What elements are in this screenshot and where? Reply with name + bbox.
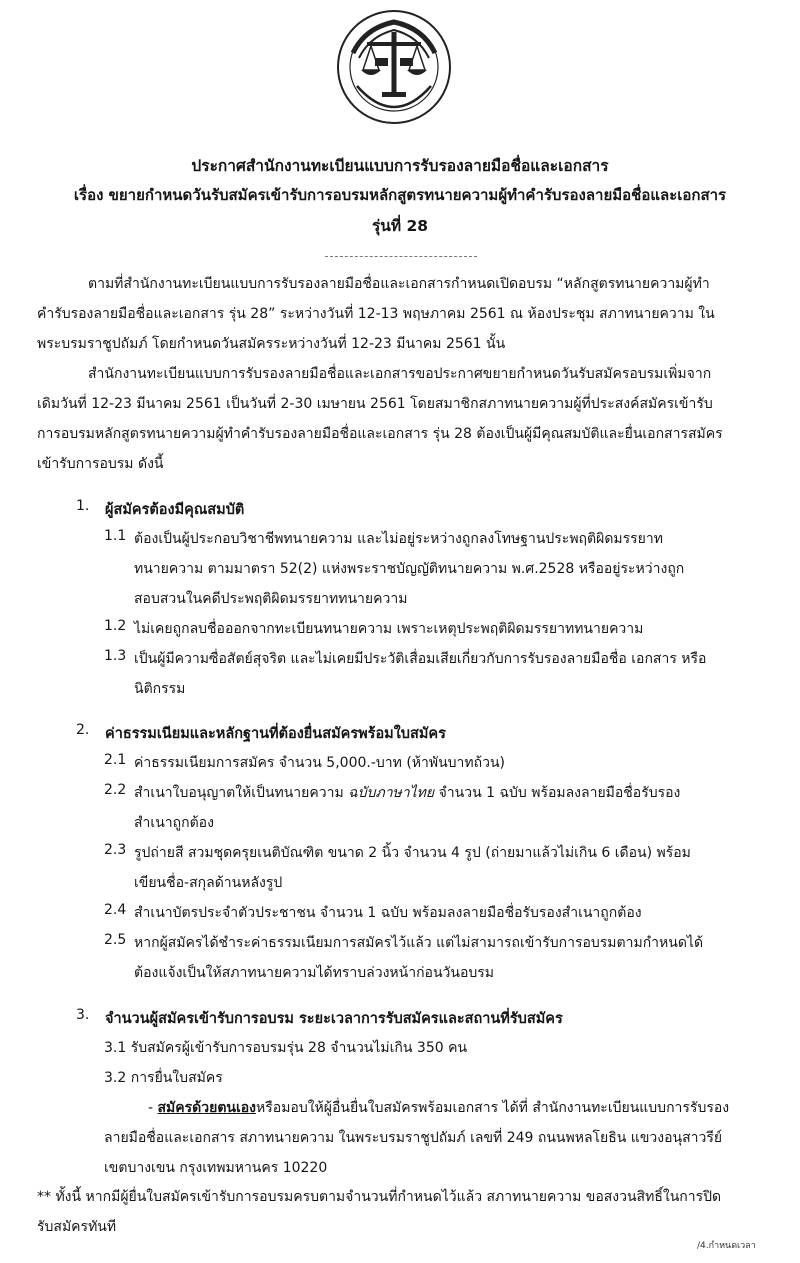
section1-number: 1.	[76, 498, 90, 514]
item-3-2-line1	[148, 1097, 729, 1119]
item-2-3-number: 2.3	[104, 842, 127, 858]
intro-p2-line1: สำนักงานทะเบียนแบบการรับรองลายมือชื่อและเอกสารขอประกาศขยายกำหนดวันรับสมัครอบรมเพิ่มจาก	[88, 366, 712, 382]
item-1-1-line2: ทนายความ ตามมาตรา 52(2) แห่งพระราชบัญญัติทนายความ พ.ศ.2528 หรืออยู่ระหว่างถูก	[134, 561, 685, 577]
announcement-title: ประกาศสำนักงานทะเบียนแบบการรับรองลายมือชื่อและเอกสาร	[191, 157, 609, 175]
header-divider	[325, 256, 477, 257]
item-3-2-line1-rest: หรือมอบให้ผู้อื่นยื่นใบสมัครพร้อมเอกสาร ได้ที่ สำนักงานทะเบียนแบบการรับรอง	[256, 1100, 730, 1116]
intro-p1-line3: พระบรมราชูปถัมภ์ โดยกำหนดวันสมัครระหว่างวันที่ 12-23 มีนาคม 2561 นั้น	[37, 336, 506, 352]
self-apply-label: สมัครด้วยตนเอง	[157, 1100, 257, 1116]
item-1-2-line1: ไม่เคยถูกลบชื่อออกจากทะเบียนทนายความ เพราะเหตุประพฤติผิดมรรยาททนายความ	[134, 621, 644, 637]
item-1-3-line2: นิติกรรม	[134, 681, 186, 697]
seal-emblem-icon	[335, 8, 453, 126]
intro-p1-line2: คำรับรองลายมือชื่อและเอกสาร รุ่น 28” ระหว่างวันที่ 12-13 พฤษภาคม 2561 ณ ห้องประชุม สภาทนายความ ใน	[37, 306, 715, 322]
section2-title: ค่าธรรมเนียมและหลักฐานที่ต้องยื่นสมัครพร้อมใบสมัคร	[105, 726, 446, 742]
item-2-3-line1: รูปถ่ายสี สวมชุดครุยเนติบัณฑิต ขนาด 2 นิ้ว จำนวน 4 รูป (ถ่ายมาแล้วไม่เกิน 6 เดือน) พร้อม	[134, 845, 691, 861]
item-2-3-line2: เขียนชื่อ-สกุลด้านหลังรูป	[134, 875, 283, 891]
intro-p2-line4: เข้ารับการอบรม ดังนี้	[37, 456, 164, 472]
item-3-2-line2: ลายมือชื่อและเอกสาร สภาทนายความ ในพระบรมราชูปถัมภ์ เลขที่ 249 ถนนพหลโยธิน แขวงอนุสาวรีย์	[104, 1130, 723, 1146]
item-1-2-number: 1.2	[104, 618, 127, 634]
item-2-1-number: 2.1	[104, 752, 127, 768]
note-line2: รับสมัครทันที	[37, 1219, 117, 1235]
item-2-5-line1: หากผู้สมัครได้ชำระค่าธรรมเนียมการสมัครไว้แล้ว แต่ไม่สามารถเข้ารับการอบรมตามกำหนดได้	[134, 935, 704, 951]
item-1-1-line3: สอบสวนในคดีประพฤติผิดมรรยาททนายความ	[134, 591, 408, 607]
item-3-2-dash: -	[148, 1100, 158, 1116]
continued-marker: /4.กำหนดเวลา	[697, 1241, 756, 1251]
lawyers-council-seal	[335, 8, 453, 126]
item-1-1-number: 1.1	[104, 528, 127, 544]
item-2-5-number: 2.5	[104, 932, 127, 948]
item-1-3-line1: เป็นผู้มีความซื่อสัตย์สุจริต และไม่เคยมีประวัติเสื่อมเสียเกี่ยวกับการรับรองลายมือชื่อ เอกสาร หรือ	[134, 651, 707, 667]
intro-p1-line1: ตามที่สำนักงานทะเบียนแบบการรับรองลายมือชื่อและเอกสารกำหนดเปิดอบรม “หลักสูตรทนายความผู้ทำ	[88, 276, 710, 292]
item-2-4-number: 2.4	[104, 902, 127, 918]
item-1-1-line1: ต้องเป็นผู้ประกอบวิชาชีพทนายความ และไม่อยู่ระหว่างถูกลงโทษฐานประพฤติผิดมรรยาท	[134, 531, 663, 547]
item-1-3-number: 1.3	[104, 648, 127, 664]
intro-p2-line3: การอบรมหลักสูตรทนายความผู้ทำคำรับรองลายมือชื่อและเอกสาร รุ่น 28 ต้องเป็นผู้มีคุณสมบัติและยื่นเอกสารสมัคร	[37, 426, 723, 442]
announcement-batch: รุ่นที่ 28	[371, 217, 429, 235]
item-3-1: 3.1 รับสมัครผู้เข้ารับการอบรมรุ่น 28 จำนวนไม่เกิน 350 คน	[104, 1040, 468, 1056]
item-2-2-thai-version: ฉบับภาษาไทย	[348, 785, 435, 801]
item-2-2-text-b: จำนวน 1 ฉบับ พร้อมลงลายมือชื่อรับรอง	[434, 785, 681, 801]
note-line1: ** ทั้งนี้ หากมีผู้ยื่นใบสมัครเข้ารับการอบรมครบตามจำนวนที่กำหนดไว้แล้ว สภาทนายความ ขอสงวนสิทธิ์ในการปิด	[37, 1189, 722, 1205]
item-2-4-line1: สำเนาบัตรประจำตัวประชาชน จำนวน 1 ฉบับ พร้อมลงลายมือชื่อรับรองสำเนาถูกต้อง	[134, 905, 642, 921]
item-2-2-line2: สำเนาถูกต้อง	[134, 815, 214, 831]
item-2-2-line1	[134, 782, 680, 804]
item-2-2-number: 2.2	[104, 782, 127, 798]
section1-title: ผู้สมัครต้องมีคุณสมบัติ	[105, 502, 245, 518]
intro-p2-line2: เดิมวันที่ 12-23 มีนาคม 2561 เป็นวันที่ 2-30 เมษายน 2561 โดยสมาชิกสภาทนายความผู้ที่ประสงค์สมัครเข้ารับ	[37, 396, 713, 412]
item-3-2-line3: เขตบางเขน กรุงเทพมหานคร 10220	[104, 1160, 328, 1176]
section2-number: 2.	[76, 722, 90, 738]
item-2-1-line1: ค่าธรรมเนียมการสมัคร จำนวน 5,000.-บาท (ห้าพันบาทถ้วน)	[134, 755, 506, 771]
item-2-2-text-a: สำเนาใบอนุญาตให้เป็นทนายความ	[134, 785, 349, 801]
section3-title: จำนวนผู้สมัครเข้ารับการอบรม ระยะเวลาการรับสมัครและสถานที่รับสมัคร	[105, 1011, 563, 1027]
item-3-2: 3.2 การยื่นใบสมัคร	[104, 1070, 223, 1086]
item-2-5-line2: ต้องแจ้งเป็นให้สภาทนายความได้ทราบล่วงหน้าก่อนวันอบรม	[134, 965, 495, 981]
announcement-subject: เรื่อง ขยายกำหนดวันรับสมัครเข้ารับการอบรมหลักสูตรทนายความผู้ทำคำรับรองลายมือชื่อและเอกสาร	[73, 186, 727, 204]
section3-number: 3.	[76, 1007, 90, 1023]
